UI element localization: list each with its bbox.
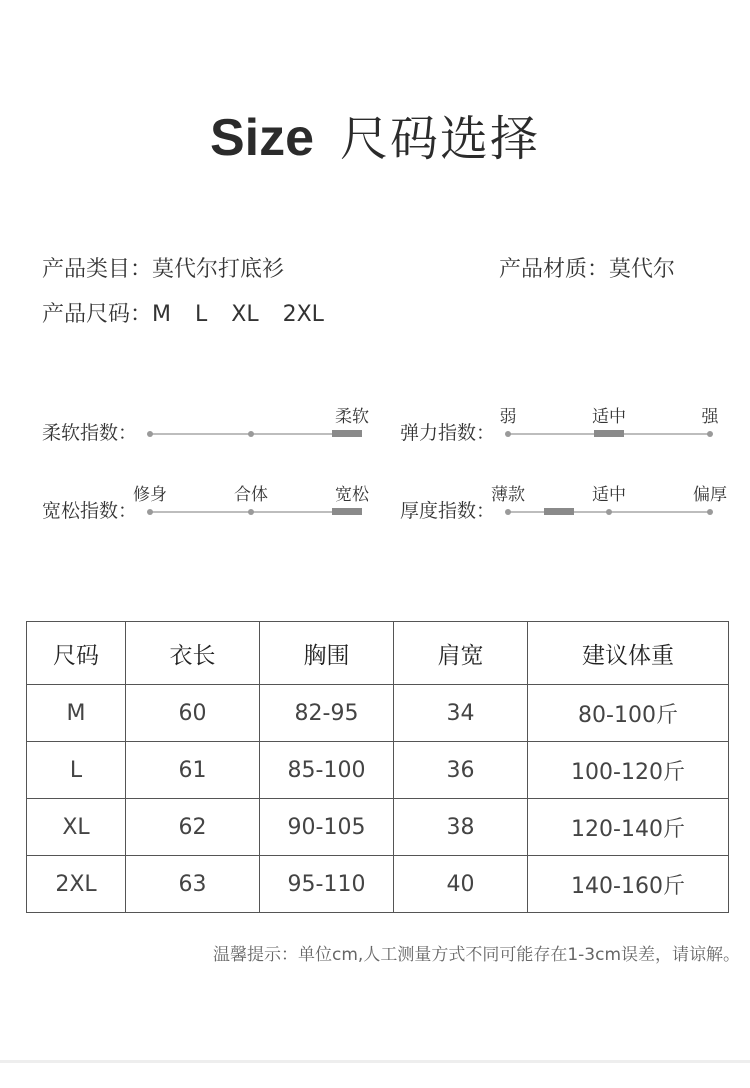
size-row: [42, 297, 348, 328]
size-option: 2XL: [282, 302, 324, 327]
cell-chest: 82-95: [260, 685, 394, 742]
table-row: [27, 742, 729, 799]
header-size: 尺码: [27, 622, 126, 685]
cell-size: 2XL: [27, 856, 126, 913]
title-chinese: 尺码选择: [340, 111, 541, 167]
thickness-index: [400, 480, 730, 530]
category-label: 产品类目：: [42, 257, 153, 282]
index-label: 宽松指数：: [42, 500, 138, 522]
cell-shoulder: 38: [394, 799, 528, 856]
material-row: [499, 252, 675, 283]
cell-chest: 85-100: [260, 742, 394, 799]
size-option: XL: [231, 302, 259, 327]
cell-shoulder: 40: [394, 856, 528, 913]
table-row: [27, 685, 729, 742]
cell-shoulder: 36: [394, 742, 528, 799]
cell-size: M: [27, 685, 126, 742]
category-value: 莫代尔打底衫: [152, 257, 285, 282]
scale-option-label: 偏厚: [693, 485, 727, 505]
cell-weight: 140-160斤: [528, 856, 729, 913]
category-row: [42, 252, 284, 283]
scale-option-label: 适中: [592, 485, 626, 505]
size-option: M: [152, 302, 171, 327]
page-title: [0, 100, 750, 169]
cell-size: XL: [27, 799, 126, 856]
cell-length: 62: [126, 799, 260, 856]
size-label: 产品尺码：: [42, 302, 153, 327]
scale-dot: [606, 509, 612, 515]
scale-option-label: 强: [701, 407, 719, 427]
scale-selected-marker: [332, 508, 362, 515]
scale-dot: [707, 509, 713, 515]
scale-dot: [505, 431, 511, 437]
size-list: [152, 302, 348, 327]
table-row: [27, 856, 729, 913]
softness-index: [42, 402, 372, 452]
header-length: 衣长: [126, 622, 260, 685]
index-label: 柔软指数：: [42, 422, 138, 444]
cell-weight: 120-140斤: [528, 799, 729, 856]
material-label: 产品材质：: [499, 257, 610, 282]
scale-option-label: 修身: [133, 485, 167, 505]
table-header-row: [27, 622, 729, 685]
measurement-note: 温馨提示：单位cm,人工测量方式不同可能存在1-3cm误差，请谅解。: [213, 945, 740, 965]
cell-weight: 80-100斤: [528, 685, 729, 742]
scale-dot: [248, 509, 254, 515]
size-option: L: [195, 302, 208, 327]
cell-length: 61: [126, 742, 260, 799]
scale-option-label: 适中: [592, 407, 626, 427]
scale-dot: [147, 509, 153, 515]
index-label: 弹力指数：: [400, 422, 496, 444]
cell-length: 63: [126, 856, 260, 913]
material-value: 莫代尔: [609, 257, 676, 282]
scale-option-label: 弱: [499, 407, 517, 427]
scale-dot: [147, 431, 153, 437]
header-weight: 建议体重: [528, 622, 729, 685]
index-label: 厚度指数：: [400, 500, 496, 522]
title-english: Size: [209, 109, 315, 167]
scale-dot: [707, 431, 713, 437]
scale-option-label: 合体: [234, 485, 268, 505]
scale-option-label: 宽松: [335, 485, 369, 505]
table-row: [27, 799, 729, 856]
scale-dot: [505, 509, 511, 515]
cell-chest: 95-110: [260, 856, 394, 913]
cell-length: 60: [126, 685, 260, 742]
header-shoulder: 肩宽: [394, 622, 528, 685]
elasticity-index: [400, 402, 730, 452]
looseness-index: [42, 480, 372, 530]
scale-selected-marker: [332, 430, 362, 437]
cell-weight: 100-120斤: [528, 742, 729, 799]
size-table: [26, 621, 729, 913]
scale-selected-marker: [594, 430, 624, 437]
cell-size: L: [27, 742, 126, 799]
cell-chest: 90-105: [260, 799, 394, 856]
scale-option-label: 柔软: [335, 407, 369, 427]
cell-shoulder: 34: [394, 685, 528, 742]
bottom-divider: [0, 1060, 750, 1063]
scale-selected-marker: [544, 508, 574, 515]
scale-dot: [248, 431, 254, 437]
scale-option-label: 薄款: [491, 485, 525, 505]
header-chest: 胸围: [260, 622, 394, 685]
